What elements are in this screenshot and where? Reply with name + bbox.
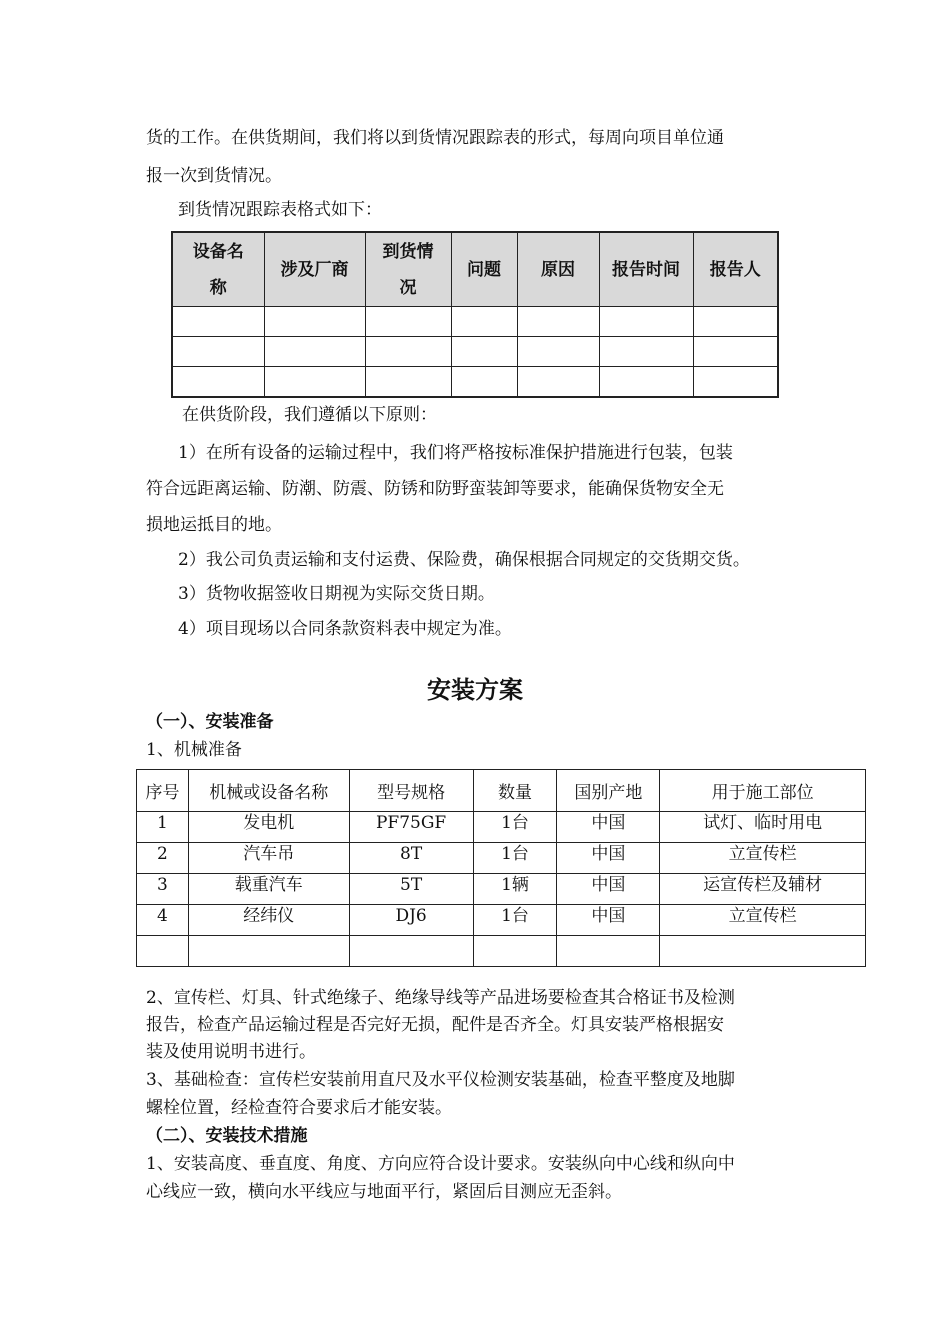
table-cell: 立宣传栏 bbox=[660, 905, 866, 936]
tech-heading: （二）、安装技术措施 bbox=[146, 1126, 308, 1146]
table-row bbox=[172, 337, 778, 367]
table-cell: DJ6 bbox=[349, 905, 473, 936]
table-header-row bbox=[137, 770, 866, 812]
machinery-subheading: 1、机械准备 bbox=[146, 740, 242, 760]
prep-item-3-line-1: 3、基础检查：宣传栏安装前用直尺及水平仪检测安装基础，检查平整度及地脚 bbox=[146, 1070, 735, 1090]
table-cell: 中国 bbox=[557, 812, 660, 843]
header-cell: 国别产地 bbox=[557, 770, 660, 812]
table-cell: 5T bbox=[349, 874, 473, 905]
table-row bbox=[137, 812, 866, 843]
header-cell: 到货情 况 bbox=[365, 232, 451, 307]
table-cell: 汽车吊 bbox=[188, 843, 349, 874]
principle-3: 3）货物收据签收日期视为实际交货日期。 bbox=[178, 584, 495, 604]
table-cell: 发电机 bbox=[188, 812, 349, 843]
header-cell: 报告人 bbox=[693, 232, 778, 307]
table-cell: 2 bbox=[137, 843, 189, 874]
table-cell: 中国 bbox=[557, 874, 660, 905]
header-cell: 设备名 称 bbox=[172, 232, 264, 307]
header-cell: 数量 bbox=[473, 770, 557, 812]
table-cell: 4 bbox=[137, 905, 189, 936]
prep-heading: （一）、安装准备 bbox=[146, 712, 274, 732]
table-row bbox=[137, 874, 866, 905]
table-cell: 8T bbox=[349, 843, 473, 874]
intro-line-1: 货的工作。在供货期间，我们将以到货情况跟踪表的形式，每周向项目单位通 bbox=[146, 128, 724, 148]
table-cell: 1台 bbox=[473, 812, 557, 843]
table-cell: 中国 bbox=[557, 843, 660, 874]
table-cell: 1台 bbox=[473, 843, 557, 874]
prep-item-2-line-2: 报告，检查产品运输过程是否完好无损，配件是否齐全。灯具安装严格根据安 bbox=[146, 1015, 724, 1035]
header-cell: 序号 bbox=[137, 770, 189, 812]
header-cell: 用于施工部位 bbox=[660, 770, 866, 812]
intro-line-2: 报一次到货情况。 bbox=[146, 166, 282, 186]
table-row bbox=[137, 905, 866, 936]
prep-item-3-line-2: 螺栓位置，经检查符合要求后才能安装。 bbox=[146, 1098, 452, 1118]
header-cell: 报告时间 bbox=[599, 232, 693, 307]
table-cell: 试灯、临时用电 bbox=[660, 812, 866, 843]
table-header-row bbox=[172, 232, 778, 307]
table-cell: 1辆 bbox=[473, 874, 557, 905]
table-row bbox=[172, 367, 778, 398]
prep-item-2-line-1: 2、宣传栏、灯具、针式绝缘子、绝缘导线等产品进场要检查其合格证书及检测 bbox=[146, 988, 735, 1008]
table-row bbox=[137, 936, 866, 967]
table-cell: 载重汽车 bbox=[188, 874, 349, 905]
prep-item-2-line-3: 装及使用说明书进行。 bbox=[146, 1042, 316, 1062]
table-cell: 3 bbox=[137, 874, 189, 905]
intro-line-3: 到货情况跟踪表格式如下： bbox=[178, 200, 382, 220]
tech-item-1-line-2: 心线应一致，横向水平线应与地面平行，紧固后目测应无歪斜。 bbox=[146, 1182, 622, 1202]
table-row bbox=[172, 307, 778, 337]
table-cell: 1台 bbox=[473, 905, 557, 936]
table-row bbox=[137, 843, 866, 874]
principle-1-line-3: 损地运抵目的地。 bbox=[146, 515, 282, 535]
header-cell: 问题 bbox=[451, 232, 517, 307]
principle-1-line-2: 符合远距离运输、防潮、防震、防锈和防野蛮装卸等要求，能确保货物安全无 bbox=[146, 479, 724, 499]
principle-2: 2）我公司负责运输和支付运费、保险费，确保根据合同规定的交货期交货。 bbox=[178, 550, 750, 570]
header-cell: 型号规格 bbox=[349, 770, 473, 812]
table-cell: PF75GF bbox=[349, 812, 473, 843]
principles-intro: 在供货阶段，我们遵循以下原则： bbox=[182, 405, 437, 425]
table-cell: 运宣传栏及辅材 bbox=[660, 874, 866, 905]
section-title: 安装方案 bbox=[427, 676, 523, 704]
table-cell: 立宣传栏 bbox=[660, 843, 866, 874]
header-cell: 原因 bbox=[517, 232, 599, 307]
header-cell: 涉及厂商 bbox=[264, 232, 365, 307]
machinery-table bbox=[136, 769, 866, 967]
principle-4: 4）项目现场以合同条款资料表中规定为准。 bbox=[178, 619, 512, 639]
table-cell: 1 bbox=[137, 812, 189, 843]
table-cell: 中国 bbox=[557, 905, 660, 936]
principle-1-line-1: 1）在所有设备的运输过程中，我们将严格按标准保护措施进行包装，包装 bbox=[178, 443, 733, 463]
arrival-tracking-table bbox=[171, 231, 779, 398]
table-cell: 经纬仪 bbox=[188, 905, 349, 936]
header-cell: 机械或设备名称 bbox=[188, 770, 349, 812]
tech-item-1-line-1: 1、安装高度、垂直度、角度、方向应符合设计要求。安装纵向中心线和纵向中 bbox=[146, 1154, 735, 1174]
